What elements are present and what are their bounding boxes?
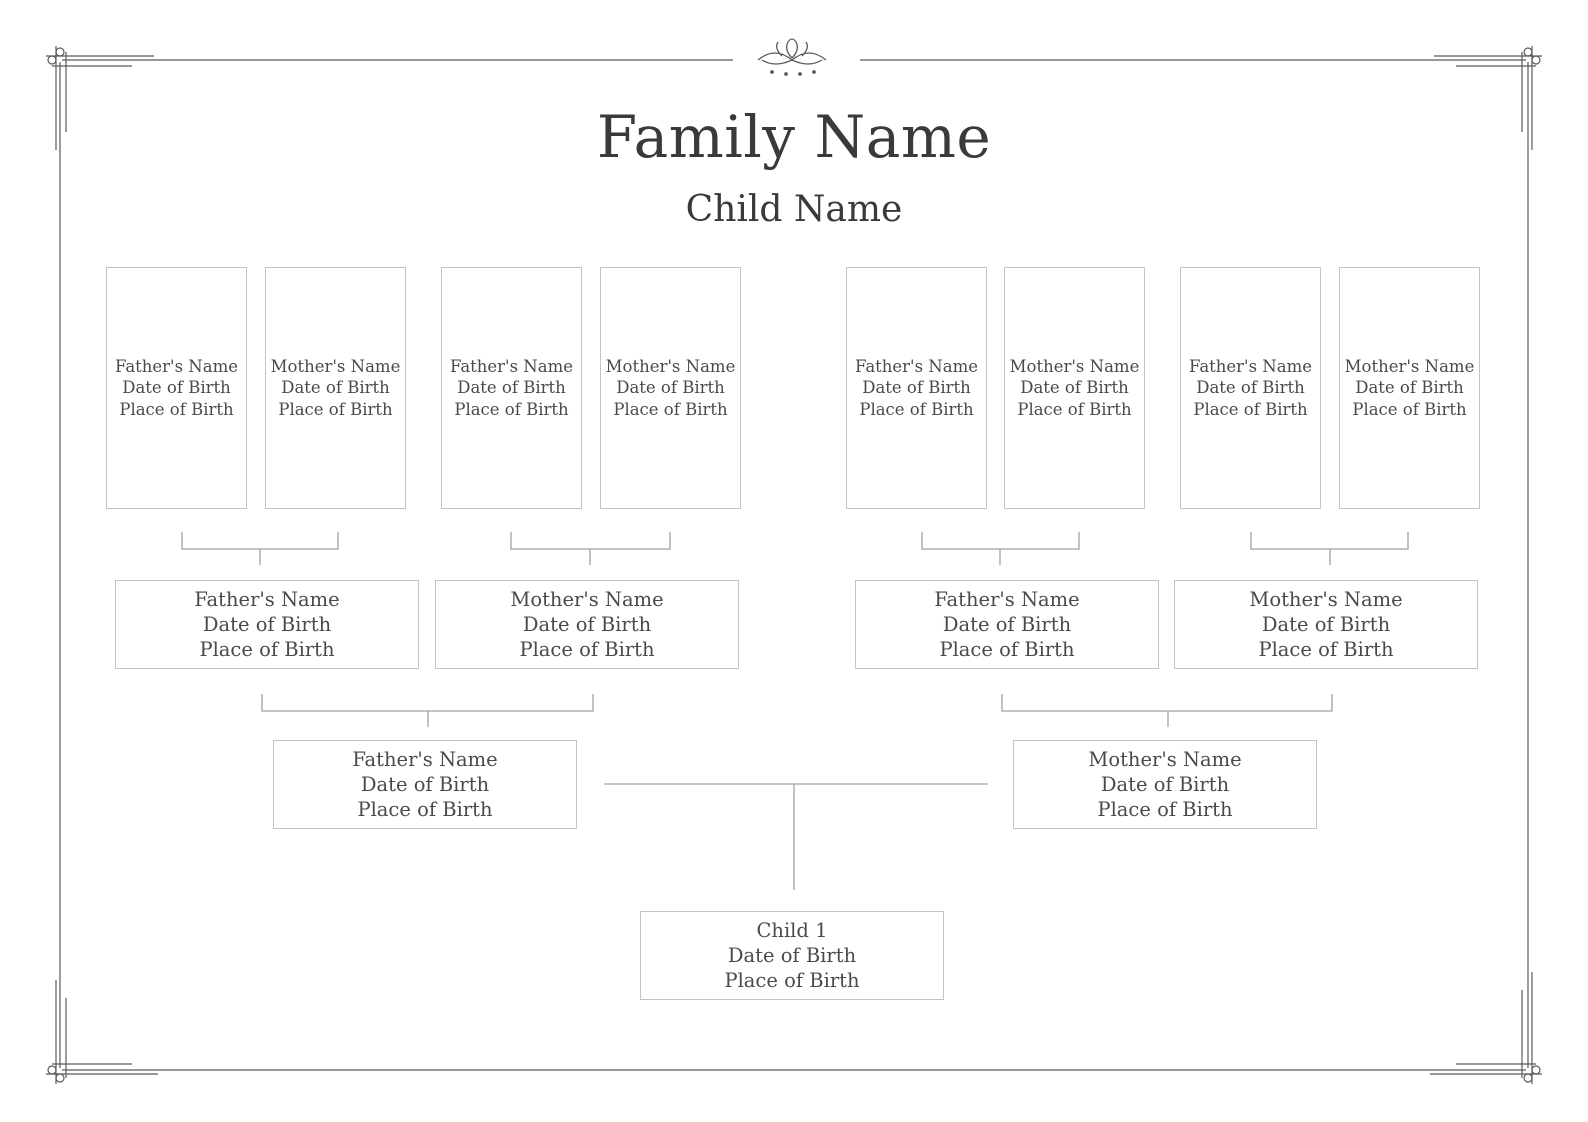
connector-ggp-4 [1251,532,1408,565]
person-name: Mother's Name [1344,356,1475,376]
great-grandparent-card [441,267,582,509]
person-pob: Place of Birth [1258,638,1394,661]
person-name: Father's Name [449,356,573,376]
person-pob: Place of Birth [613,399,728,419]
great-grandparent-card [846,267,987,509]
grandparent-card [115,580,419,669]
parent-card-father [273,740,577,829]
great-grandparent-card [1339,267,1480,509]
person-name: Father's Name [1188,356,1312,376]
person-name: Mother's Name [1009,356,1140,376]
connector-gp-2 [1002,694,1332,727]
person-name: Father's Name [352,748,498,771]
child-name-subtitle: Child Name [685,189,903,230]
child-name: Child 1 [756,919,828,942]
person-dob: Date of Birth [522,613,652,636]
person-dob: Date of Birth [202,613,332,636]
person-name: Mother's Name [270,356,401,376]
child-card [640,911,944,1000]
person-dob: Date of Birth [122,378,231,398]
great-grandparent-card [1004,267,1145,509]
person-dob: Date of Birth [1020,378,1129,398]
person-name: Mother's Name [605,356,736,376]
person-dob: Date of Birth [457,378,566,398]
great-grandparent-card [1180,267,1321,509]
person-dob: Date of Birth [1100,773,1230,796]
person-pob: Place of Birth [1352,399,1467,419]
person-dob: Date of Birth [862,378,971,398]
family-name-title: Family Name [596,103,992,171]
grandparent-card [435,580,739,669]
person-pob: Place of Birth [939,638,1075,661]
person-name: Mother's Name [1088,748,1242,771]
person-pob: Place of Birth [1017,399,1132,419]
connector-ggp-3 [922,532,1079,565]
person-dob: Date of Birth [1196,378,1305,398]
grandparent-card [855,580,1159,669]
great-grandparent-card [106,267,247,509]
connector-gp-1 [262,694,593,727]
person-dob: Date of Birth [281,378,390,398]
person-name: Father's Name [854,356,978,376]
person-name: Father's Name [114,356,238,376]
person-dob: Date of Birth [360,773,490,796]
person-name: Mother's Name [510,588,664,611]
person-dob: Date of Birth [1261,613,1391,636]
connector-parents [604,784,988,890]
great-grandparent-card [265,267,406,509]
person-dob: Date of Birth [942,613,1072,636]
person-name: Mother's Name [1249,588,1403,611]
connector-ggp-2 [511,532,670,565]
person-pob: Place of Birth [119,399,234,419]
person-dob: Date of Birth [1355,378,1464,398]
grandparent-card [1174,580,1478,669]
person-pob: Place of Birth [1193,399,1308,419]
person-name: Father's Name [934,588,1080,611]
great-grandparent-card [600,267,741,509]
person-pob: Place of Birth [454,399,569,419]
person-pob: Place of Birth [278,399,393,419]
person-pob: Place of Birth [199,638,335,661]
child-dob: Date of Birth [727,944,857,967]
person-name: Father's Name [194,588,340,611]
person-pob: Place of Birth [1097,798,1233,821]
parent-card-mother [1013,740,1317,829]
person-pob: Place of Birth [859,399,974,419]
person-pob: Place of Birth [519,638,655,661]
connector-ggp-1 [182,532,338,565]
person-dob: Date of Birth [616,378,725,398]
person-pob: Place of Birth [357,798,493,821]
child-pob: Place of Birth [724,969,860,992]
